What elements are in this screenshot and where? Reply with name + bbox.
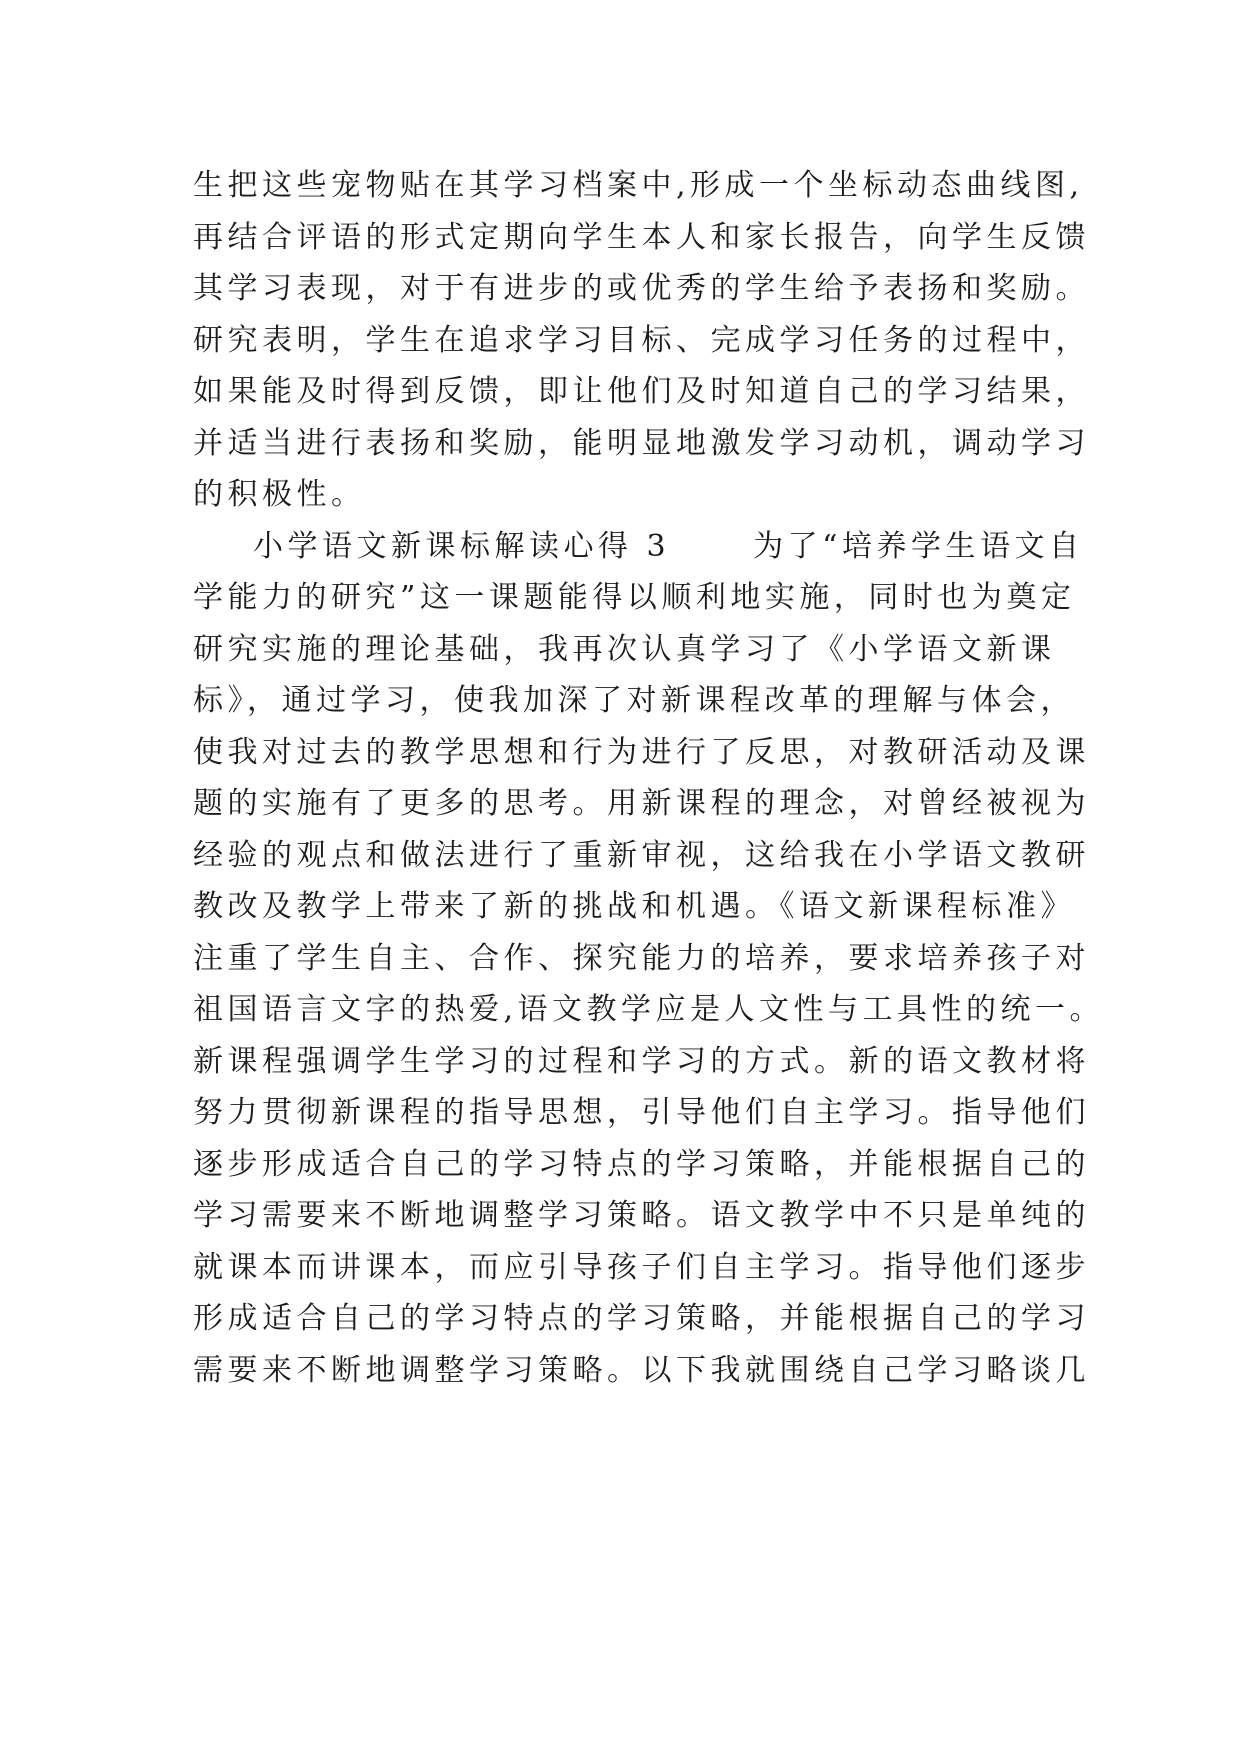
text-line: 题的实施有了更多的思考。用新课程的理念，对曾经被视为	[193, 786, 1090, 821]
body-text	[193, 160, 1105, 1396]
text-line: 并适当进行表扬和奖励，能明显地激发学习动机，调动学习	[193, 425, 1090, 461]
section-heading-line: 小学语文新课标解读心得 3 为了“培养学生语文自	[253, 528, 1084, 564]
text-line: 的积极性。	[193, 477, 366, 512]
text-line: 经验的观点和做法进行了重新审视，这给我在小学语文教研	[193, 837, 1090, 873]
text-line: 学习需要来不断地调整学习策略。语文教学中不只是单纯的	[193, 1198, 1090, 1233]
text-line: 需要来不断地调整学习策略。以下我就围绕自己学习略谈几	[193, 1352, 1090, 1388]
text-line: 再结合评语的形式定期向学生本人和家长报告，向学生反馈	[193, 219, 1090, 255]
text-line: 形成适合自己的学习特点的学习策略，并能根据自己的学习	[193, 1301, 1090, 1336]
text-line: 学能力的研究”这一课题能得以顺利地实施，同时也为奠定	[193, 580, 1076, 615]
text-line: 生把这些宠物贴在其学习档案中,形成一个坐标动态曲线图,	[193, 168, 1084, 203]
text-line: 祖国语言文字的热爱,语文教学应是人文性与工具性的统一。	[193, 992, 1105, 1027]
text-line: 研究实施的理论基础，我再次认真学习了《小学语文新课	[193, 631, 1056, 667]
text-line: 注重了学生自主、合作、探究能力的培养，要求培养孩子对	[193, 940, 1090, 976]
text-line: 如果能及时得到反馈，即让他们及时知道自己的学习结果，	[193, 374, 1090, 409]
text-line: 努力贯彻新课程的指导思想，引导他们自主学习。指导他们	[193, 1095, 1090, 1130]
text-line: 新课程强调学生学习的过程和学习的方式。新的语文教材将	[193, 1043, 1090, 1079]
text-line: 使我对过去的教学思想和行为进行了反思，对教研活动及课	[193, 734, 1090, 770]
text-line: 研究表明，学生在追求学习目标、完成学习任务的过程中，	[193, 322, 1090, 358]
text-line: 教改及教学上带来了新的挑战和机遇。《语文新课程标准》	[193, 889, 1075, 924]
text-line: 逐步形成适合自己的学习特点的学习策略，并能根据自己的	[193, 1146, 1090, 1182]
text-line: 就课本而讲课本，而应引导孩子们自主学习。指导他们逐步	[193, 1249, 1090, 1285]
text-line: 标》，通过学习，使我加深了对新课程改革的理解与体会，	[193, 683, 1075, 718]
text-line: 其学习表现，对于有进步的或优秀的学生给予表扬和奖励。	[193, 271, 1090, 306]
